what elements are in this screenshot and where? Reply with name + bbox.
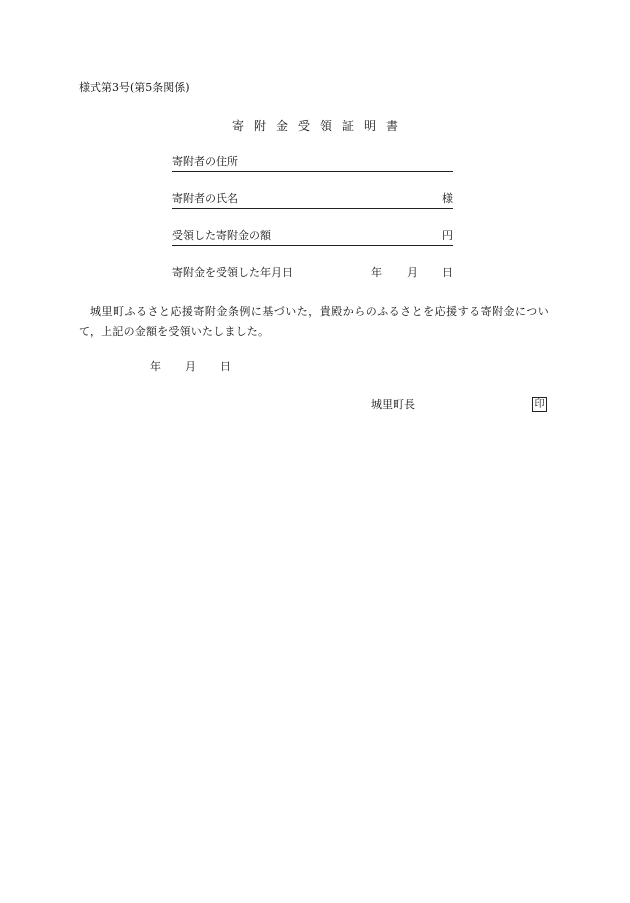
donor-name-label: 寄附者の氏名 — [172, 192, 238, 205]
received-year-unit: 年 — [371, 266, 382, 279]
issue-date-row — [150, 360, 240, 376]
certification-statement: 城里町ふるさと応援寄附金条例に基づいた，貴殿からのふるさとを応援する寄附金について，上記の金額を受領いたしました。 — [79, 305, 549, 338]
donor-name-field — [172, 192, 453, 209]
donation-amount-field — [172, 229, 453, 246]
received-date-label: 寄附金を受領した年月日 — [172, 266, 293, 279]
donation-amount-label: 受領した寄附金の額 — [172, 229, 271, 242]
issue-day-unit: 日 — [220, 360, 231, 373]
received-day-unit: 日 — [442, 266, 453, 279]
issue-year-unit: 年 — [150, 360, 161, 373]
seal-mark: 印 — [532, 397, 547, 412]
yen-unit: 円 — [442, 229, 453, 242]
issue-month-unit: 月 — [185, 360, 196, 373]
received-month-unit: 月 — [407, 266, 418, 279]
donor-name-honorific: 様 — [442, 192, 453, 205]
document-title: 寄附金受領証明書 — [231, 119, 408, 133]
issuer-title: 城里町長 — [371, 398, 415, 411]
donor-address-label: 寄附者の住所 — [172, 155, 238, 168]
received-date-row — [172, 266, 453, 282]
donor-address-field — [172, 155, 453, 172]
form-number-label: 様式第3号(第5条関係) — [79, 81, 190, 94]
